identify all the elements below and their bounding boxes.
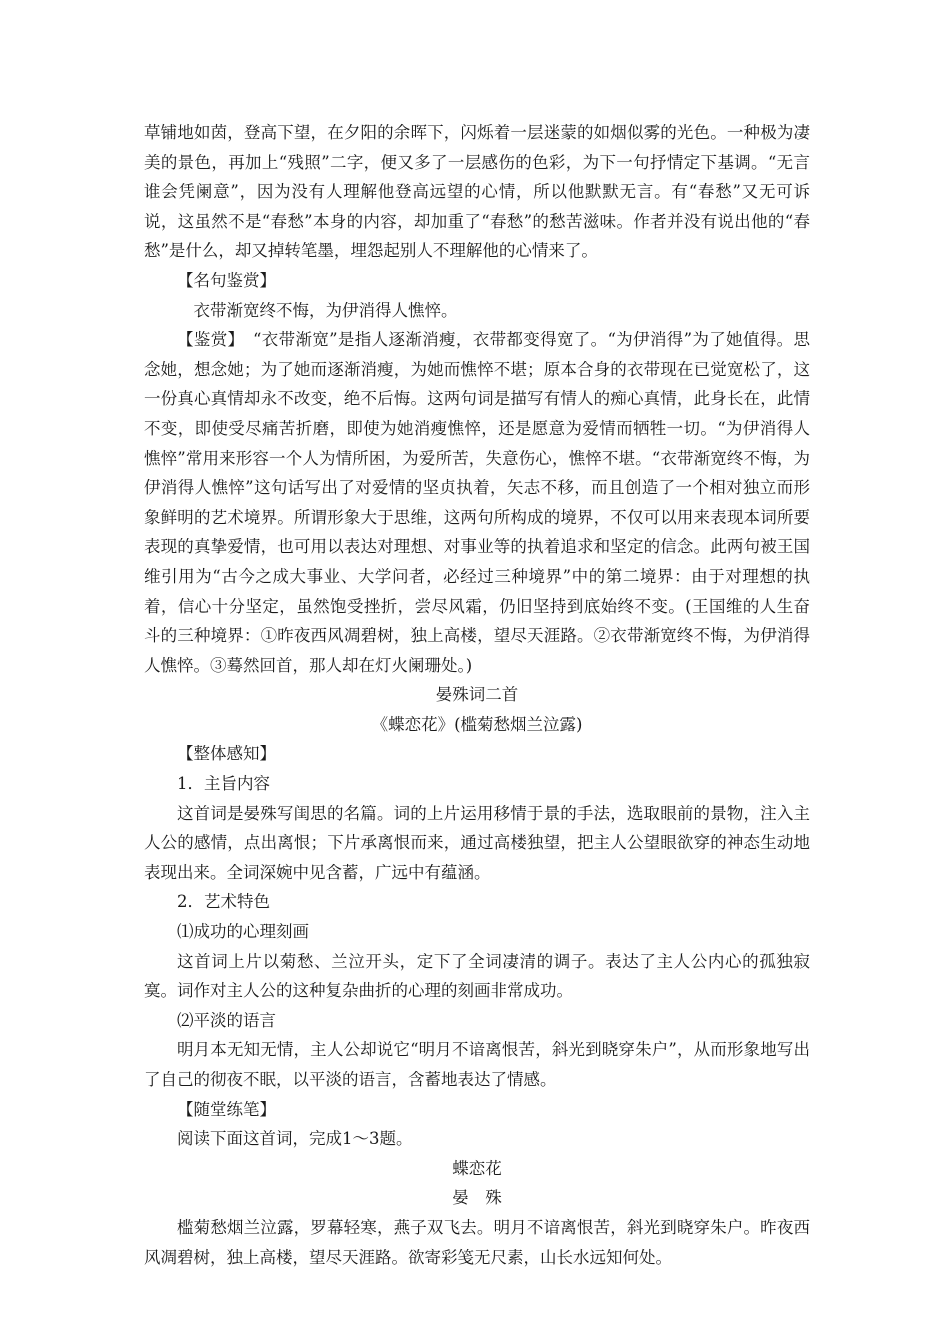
sub2-heading: ⑵平淡的语言 xyxy=(177,1010,276,1030)
sub1-heading: ⑴成功的心理刻画 xyxy=(177,922,309,942)
heading-practice: 【随堂练笔】 xyxy=(177,1099,276,1119)
appreciation-label: 【鉴赏】 xyxy=(177,330,237,350)
section-title: 晏殊词二首 xyxy=(435,685,519,705)
heading-mingju: 【名句鉴赏】 xyxy=(177,270,276,290)
poem2-author: 晏 殊 xyxy=(452,1188,502,1208)
instruction: 阅读下面这首词，完成1～3题。 xyxy=(177,1129,413,1149)
poem2-text: 槛菊愁烟兰泣露，罗幕轻寒，燕子双飞去。明月不谙离恨苦，斜光到晓穿朱户。昨夜西风凋碧树，独上高楼，望尽天涯路。欲寄彩笺无尺素，山长水远知何处。 xyxy=(144,1217,810,1267)
sub1-text: 这首词上片以菊愁、兰泣开头，定下了全词凄清的调子。表达了主人公内心的孤独寂寞。词作对主人公的这种复杂曲折的心理的刻画非常成功。 xyxy=(144,951,810,1001)
paragraph-intro: 草铺地如茵，登高下望，在夕阳的余晖下，闪烁着一层迷蒙的如烟似雾的光色。一种极为凄美的景色，再加上“残照”二字，便又多了一层感伤的色彩，为下一句抒情定下基调。“无言谁会凭阑意”，因为没有人理解他登高远望的心情，所以他默默无言。有“春愁”又无可诉说，这虽然不是“春愁”本身的内容，却加重了“春愁”的愁苦滋味。作者并没有说出他的“春愁”是什么，却又掉转笔墨，埋怨起别人不理解他的心情来了。 xyxy=(144,123,810,261)
appreciation-text: “衣带渐宽”是指人逐渐消瘦，衣带都变得宽了。“为伊消得”为了她值得。思念她，想念她；为了她而逐渐消瘦，为她而憔悴不堪；原本合身的衣带现在已觉宽松了，这一份真心真情却永不改变，绝不后悔。这两句词是描写有情人的痴心真情，此身长在，此情不变，即使受尽痛苦折磨，即使为她消瘦憔悴，还是愿意为爱情而牺牲一切。“为伊消得人憔悴”常用来形容一个人为情所困，为爱所苦，失意伤心，憔悴不堪。“衣带渐宽终不悔，为伊消得人憔悴”这句话写出了对爱情的坚贞执着，矢志不移，而且创造了一个相对独立而形象鲜明的艺术境界。所谓形象大于思维，这两句所构成的境界，不仅可以用来表现本词所要表现的真挚爱情，也可用以表达对理想、对事业等的执着追求和坚定的信念。此两句被王国维引用为“古今之成大事业、大学问者，必经过三种境界”中的第二境界：由于对理想的执着，信心十分坚定，虽然饱受挫折，尝尽风霜，仍旧坚持到底始终不变。(王国维的人生奋斗的三种境界：①昨夜西风凋碧树，独上高楼，望尽天涯路。②衣带渐宽终不悔，为伊消得人憔悴。③蓦然回首，那人却在灯火阑珊处。) xyxy=(144,330,811,675)
item2-heading: 2．艺术特色 xyxy=(177,892,270,912)
paragraph-appreciation xyxy=(144,325,810,680)
document-page xyxy=(144,118,810,1272)
poem2-title: 蝶恋花 xyxy=(452,1158,502,1178)
heading-overall: 【整体感知】 xyxy=(177,744,276,764)
item1-heading: 1．主旨内容 xyxy=(177,774,270,794)
item1-text: 这首词是晏殊写闺思的名篇。词的上片运用移情于景的手法，选取眼前的景物，注入主人公的感情，点出离恨；下片承离恨而来，通过高楼独望，把主人公望眼欲穿的神态生动地表现出来。全词深婉中见含蓄，广远中有蕴涵。 xyxy=(144,803,810,882)
famous-line: 衣带渐宽终不悔，为伊消得人憔悴。 xyxy=(193,300,458,320)
sub2-text: 明月本无知无情，主人公却说它“明月不谙离恨苦，斜光到晓穿朱户”，从而形象地写出了自己的彻夜不眠，以平淡的语言，含蓄地表达了情感。 xyxy=(144,1040,810,1089)
poem-title: 《蝶恋花》(槛菊愁烟兰泣露) xyxy=(371,714,583,734)
